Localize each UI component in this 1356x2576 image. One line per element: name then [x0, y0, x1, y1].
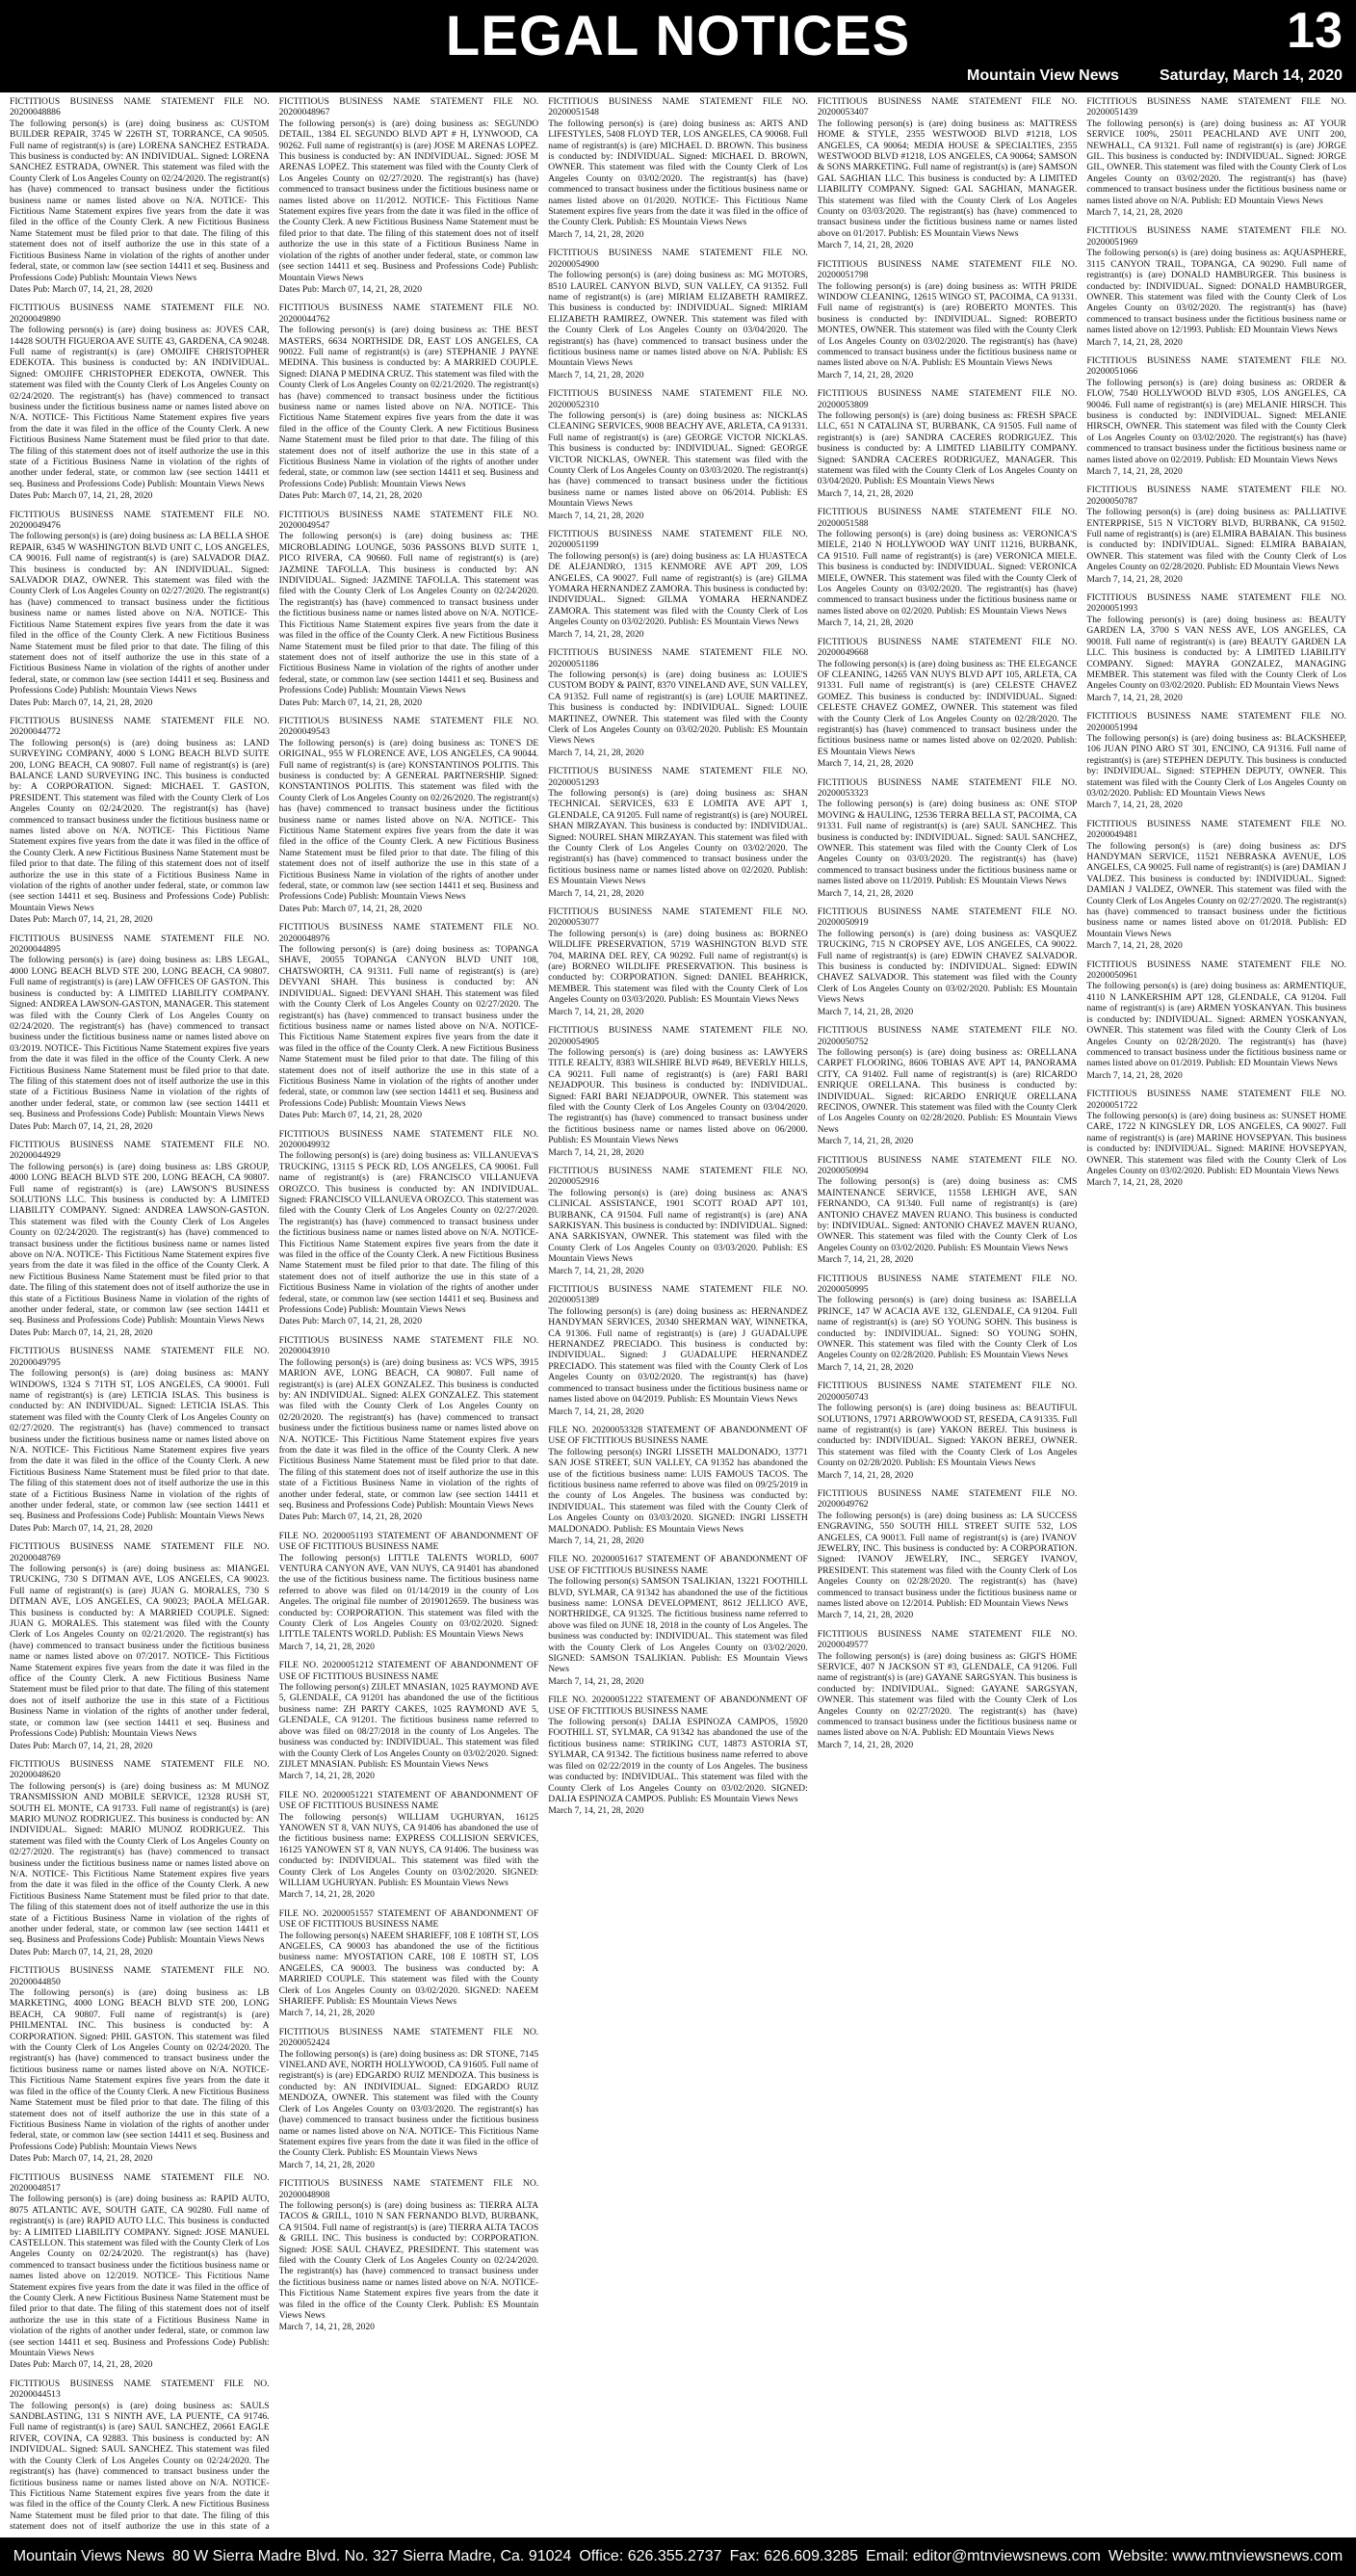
- legal-notice: [548, 907, 808, 1017]
- legal-notice: [279, 1908, 539, 2019]
- legal-notice: [279, 2027, 539, 2170]
- legal-notice: [548, 1284, 808, 1417]
- page-number: 13: [1287, 3, 1343, 59]
- footer-email[interactable]: Email: editor@mtnviewsnews.com: [866, 2548, 1101, 2564]
- notice-dates: March 7, 14, 21, 28, 2020: [1086, 692, 1183, 703]
- notice-dates: Dates Pub: March 07, 14, 21, 28, 2020: [10, 1740, 153, 1751]
- notice-heading: FICTITIOUS BUSINESS NAME STATEMENT FILE NO. 20200048620: [10, 1758, 270, 1781]
- notice-dates: March 7, 14, 21, 28, 2020: [1086, 1177, 1183, 1189]
- legal-notice: [818, 96, 1078, 251]
- legal-notice: [10, 1541, 270, 1751]
- notice-body: The following person(s) is (are) doing business as: THE ELEGANCE OF CLEANING, 14265 VAN NUYS BLVD APT 105, ARLETA, CA 91331. Full name of registrant(s) is (are) CELESTE CHAVEZ GOMEZ. This business is conducted by: INDIVIDUAL. Signed: CELESTE CHAVEZ GOMEZ, OWNER. This statement was filed with the County Clerk of Los Angeles County on 02/28/2020. The registrant(s) has (have) commenced to transact business under the fictitious business name or names listed above on 02/2020. Publish: ES Mountain Views News: [817, 658, 1078, 757]
- notice-body: The following person(s) is (are) doing business as: LAND SURVEYING COMPANY, 4000 S LONG BEACH BLVD SUITE 200, LONG BEACH, CA 90807. Full name of registrant(s) is (are) BALANCE LAND SURVEYING INC. This business is conducted by: A CORPORATION. Signed: MICHAEL T. GASTON, PRESIDENT. This statement was filed with the County Clerk of Los Angeles County on 02/24/2020. The registrant(s) has (have) commenced to transact business under the fictitious business name or names listed above on N/A. NOTICE- This Fictitious Name Statement expires five years from the date it was filed in the office of the County Clerk. A new Fictitious Business Name Statement must be filed prior to that date. The filing of this statement does not of itself authorize the use in this state of a Fictitious Business Name in violation of the rights of another under federal, state, or common law (see section 14411 et seq. Business and Professions Code) Publish: Mountain Views News: [10, 737, 270, 913]
- notice-dates: Dates Pub: March 07, 14, 21, 28, 2020: [278, 903, 423, 914]
- legal-notice: [279, 922, 539, 1120]
- footer-address: 80 W Sierra Madre Blvd. No. 327 Sierra Madre, Ca. 91024: [171, 2548, 572, 2564]
- notice-heading: FICTITIOUS BUSINESS NAME STATEMENT FILE NO. 20200049932: [278, 1128, 539, 1150]
- legal-notice: [548, 388, 808, 521]
- column-4: [818, 96, 1078, 2532]
- notice-heading: FILE NO. 20200051617 STATEMENT OF ABANDONMENT OF USE OF FICTITIOUS BUSINESS NAME: [548, 1554, 808, 1576]
- notice-body: The following person(s) is (are) doing business as: SAULS SANDBLASTING, 131 S NINTH AVE, LA PUENTE, CA 91746. Full name of registrant(s) is (are) SAUL SANCHEZ, 20661 EAGLE RIVER, COVINA, CA 92883. This business is conducted by: AN INDIVIDUAL. Signed: SAUL SANCHEZ. This statement was filed with the County Clerk of Los Angeles County on 02/24/2020. The registrant(s) has (have) commenced to transact business under the fictitious business name or names listed above on N/A. NOTICE- This Fictitious Name Statement expires five years from the date it was filed in the office of the County Clerk. A new Fictitious Business Name Statement must be filed prior to that date. The filing of this statement does not of itself authorize the use in this state of a: [10, 2400, 270, 2532]
- notice-dates: March 7, 14, 21, 28, 2020: [278, 1771, 375, 1782]
- notice-body: The following person(s) is (are) doing business as: AT YOUR SERVICE 100%, 25011 PEACHLAND AVE UNIT 200, NEWHALL, CA 91321. Full name of registrant(s) is (are) JORGE GIL. This business is conducted by: INDIVIDUAL. Signed: JORGE GIL, OWNER. This statement was filed with the County Clerk of Los Angeles County on 03/02/2020. The registrant(s) has (have) commenced to transact business under the fictitious business name or names listed above on N/A. Publish: ED Mountain Views News: [1086, 118, 1346, 206]
- notice-heading: FICTITIOUS BUSINESS NAME STATEMENT FILE NO. 20200050961: [1086, 959, 1346, 982]
- footer-website[interactable]: Website: www.mtnviewsnews.com: [1108, 2548, 1343, 2564]
- legal-notice: [548, 1025, 808, 1158]
- notice-heading: FICTITIOUS BUSINESS NAME STATEMENT FILE NO. 20200050919: [817, 907, 1078, 929]
- notice-dates: March 7, 14, 21, 28, 2020: [817, 240, 914, 251]
- notice-dates: March 7, 14, 21, 28, 2020: [1086, 466, 1183, 477]
- notice-dates: March 7, 14, 21, 28, 2020: [1086, 207, 1183, 219]
- legal-notice: [1086, 355, 1346, 477]
- notice-heading: FICTITIOUS BUSINESS NAME STATEMENT FILE NO. 20200044762: [278, 302, 539, 325]
- legal-notice: [818, 259, 1078, 381]
- notice-body: The following person(s) is (are) doing business as: ORDER & FLOW, 7540 HOLLYWOOD BLVD #305, LOS ANGELES, CA 90046. Full name of registrant(s) is (are) MELANIE HIRSCH. This business is conducted by: INDIVIDUAL. Signed: MELANIE HIRSCH, OWNER. This statement was filed with the County Clerk of Los Angeles County on 03/02/2020. The registrant(s) has (have) commenced to transact business under the fictitious business name or names listed above on 02/2019. Publish: ED Mountain Views News: [1086, 377, 1346, 465]
- notice-body: The following person(s) is (are) doing business as: LBS GROUP, 4000 LONG BEACH BLVD STE 200, LONG BEACH, CA 90807. Full name of registrant(s) is (are) LAWSON'S BUSINESS SOLUTIONS LLC. This business is conducted by: A LIMITED LIABILITY COMPANY. Signed: ANDREA LAWSON-GASTON. This statement was filed with the County Clerk of Los Angeles County on 02/24/2020. The registrant(s) has (have) commenced to transact business under the fictitious business name or names listed above on N/A. NOTICE- This Fictitious Name Statement expires five years from the date it was filed in the office of the County Clerk. A new Fictitious Business Name Statement must be filed prior to that date. The filing of this statement does not of itself authorize the use in this state of a Fictitious Business Name in violation of the rights of another under federal, state, or common law (see section 14411 et seq. Business and Professions Code) Publish: Mountain Views News: [10, 1161, 270, 1327]
- notice-dates: Dates Pub: March 07, 14, 21, 28, 2020: [10, 1327, 153, 1338]
- column-5: [1086, 96, 1346, 2532]
- legal-notice: [1086, 592, 1346, 703]
- notice-body: The following person(s) is (are) doing business as: GIGI'S HOME SERVICE, 407 N JACKSON ST #3, GLENDALE, CA 91206. Full name of registrant(s) is (are) GAYANE SARGSYAN. This business is conducted by: INDIVIDUAL. Signed: GAYANE SARGSYAN, OWNER. This statement was filed with the County Clerk of Los Angeles County on 02/27/2020. The registrant(s) has (have) commenced to transact business under the fictitious business name or names listed above on N/A. Publish: ED Mountain Views News: [817, 1650, 1078, 1739]
- legal-notice: [1086, 711, 1346, 811]
- notice-body: The following person(s) SAMSON TSALIKIAN, 13221 FOOTHILL BLVD, SYLMAR, CA 91342 has abandoned the use of the fictitious business name: LONSA DEVELOPMENT, 8612 JELLICO AVE, NORTHRIDGE, CA 91325. The fictitious business name referred to above was filed on JUNE 18, 2018 in the county of Los Angeles. The business was conducted by: INDIVIDUAL. This statement was filed with the County Clerk of Los Angeles County on 03/02/2020. SIGNED: SAMSON TSALIKIAN. Publish: ES Mountain Views News: [548, 1576, 808, 1675]
- notice-body: The following person(s) is (are) doing business as: M MUNOZ TRANSMISSION AND MOBILE SERVICE, 12328 RUSH ST, SOUTH EL MONTE, CA 91733. Full name of registrant(s) is (are) MARIO MUNOZ RODRIGUEZ. This business is conducted by: AN INDIVIDUAL. Signed: MARIO MUNOZ RODRIGUEZ. This statement was filed with the County Clerk of Los Angeles County on 02/27/2020. The registrant(s) has (have) commenced to transact business under the fictitious business name or names listed above on N/A. NOTICE- This Fictitious Name Statement expires five years from the date it was filed in the office of the County Clerk. A new Fictitious Business Name Statement must be filed prior to that date. The filing of this statement does not of itself authorize the use in this state of a Fictitious Business Name in violation of the rights of another under federal, state, or common law (see section 14411 et seq. Business and Professions Code) Publish: Mountain Views News: [10, 1780, 270, 1946]
- notice-body: The following person(s) is (are) doing business as: VILLANUEVA'S TRUCKING, 13115 S PECK RD, LOS ANGELES, CA 90061. Full name of registrant(s) is (are) FRANCISCO VILLANUEVA OROZCO. This business is conducted by: AN INDIVIDUAL. Signed: FRANCISCO VILLANUEVA OROZCO. This statement was filed with the County Clerk of Los Angeles County on 02/27/2020. The registrant(s) has (have) commenced to transact business under the fictitious business name or names listed above on N/A. NOTICE- This Fictitious Name Statement expires five years from the date it was filed in the office of the County Clerk. A new Fictitious Business Name Statement must be filed prior to that date. The filing of this statement does not of itself authorize the use in this state of a Fictitious Business Name in violation of the rights of another under federal, state, or common law (see section 14411 et seq. Business and Professions Code) Publish: Mountain Views News: [278, 1150, 539, 1316]
- notice-heading: FICTITIOUS BUSINESS NAME STATEMENT FILE NO. 20200049543: [278, 715, 539, 738]
- notice-heading: FICTITIOUS BUSINESS NAME STATEMENT FILE NO. 20200049481: [1086, 818, 1346, 841]
- notice-heading: FICTITIOUS BUSINESS NAME STATEMENT FILE NO. 20200053809: [817, 388, 1078, 410]
- notice-body: The following person(s) is (are) doing business as: ARMENTIQUE, 4110 N LANKERSHIM APT 128, GLENDALE, CA 91204. Full name of registrant(s) is (are) ARMEN YOSKANYAN. This business is conducted by: INDIVIDUAL. Signed: ARMEN YOSKANYAN, OWNER. This statement was filed with the County Clerk of Los Angeles County on 02/28/2020. The registrant(s) has (have) commenced to transact business under the fictitious business name or names listed above on 01/2019. Publish: ED Mountain Views News: [1086, 981, 1346, 1069]
- notice-dates: March 7, 14, 21, 28, 2020: [548, 228, 644, 240]
- footer-bar: [0, 2537, 1356, 2576]
- notice-dates: March 7, 14, 21, 28, 2020: [817, 1361, 914, 1373]
- notice-heading: FILE NO. 20200051193 STATEMENT OF ABANDONMENT OF USE OF FICTITIOUS BUSINESS NAME: [278, 1530, 539, 1553]
- page-title: LEGAL NOTICES: [445, 5, 911, 67]
- legal-notice: [818, 1629, 1078, 1750]
- notice-dates: March 7, 14, 21, 28, 2020: [1086, 573, 1183, 585]
- notice-body: The following person(s) is (are) doing business as: RAPID AUTO, 8075 ATLANTIC AVE, SOUTH GATE, CA 90280. Full name of registrant(s) is (are) RAPID AUTO LLC. This business is conducted by: A LIMITED LIABILITY COMPANY. Signed: JOSE MANUEL CASTELLON. This statement was filed with the County Clerk of Los Angeles County on 02/24/2020. The registrant(s) has (have) commenced to transact business under the fictitious business name or names listed above on 12/2019. NOTICE- This Fictitious Name Statement expires five years from the date it was filed in the office of the County Clerk. A new Fictitious Business Name Statement must be filed prior to that date. The filing of this statement does not of itself authorize the use in this state of a Fictitious Business Name in violation of the rights of another under federal, state, or common law (see section 14411 et seq. Business and Professions Code) Publish: Mountain Views News: [10, 2194, 270, 2359]
- notice-dates: March 7, 14, 21, 28, 2020: [817, 369, 914, 381]
- notice-body: The following person(s) is (are) doing business as: VERONICA'S MIELE, 2140 N HOLLYWOOD WAY UNIT 11216, BURBANK, CA 91510. Full name of registrant(s) is (are) VERONICA MIELE. This business is conducted by: INDIVIDUAL. Signed: VERONICA MIELE, OWNER. This statement was filed with the County Clerk of Los Angeles County on 03/02/2020. The registrant(s) has (have) commenced to transact business under the fictitious business name or names listed above on 02/2020. Publish: ES Mountain Views News: [817, 529, 1078, 617]
- notice-dates: March 7, 14, 21, 28, 2020: [548, 1146, 644, 1158]
- notice-body: The following person(s) is (are) doing business as: BLACKSHEEP, 106 JUAN PINO ARO ST 301, ENCINO, CA 91316. Full name of registrant(s) is (are) STEPHEN DEPUTY. This business is conducted by: INDIVIDUAL. Signed: STEPHEN DEPUTY, OWNER. This statement was filed with the County Clerk of Los Angeles County on 03/02/2020. Publish: ED Mountain Views News: [1086, 732, 1346, 799]
- legal-notice: [818, 1488, 1078, 1621]
- notice-heading: FICTITIOUS BUSINESS NAME STATEMENT FILE NO. 20200051199: [548, 529, 808, 551]
- legal-notice: [279, 2178, 539, 2333]
- notice-heading: FICTITIOUS BUSINESS NAME STATEMENT FILE NO. 20200048967: [278, 96, 539, 118]
- notice-heading: FICTITIOUS BUSINESS NAME STATEMENT FILE NO. 20200049762: [817, 1487, 1078, 1511]
- notice-body: The following person(s) is (are) doing business as: DR STONE, 7145 VINELAND AVE, NORTH HOLLYWOOD, CA 91605. Full name of registrant(s) is (are) EDGARDO RUIZ MENDOZA. This business is conducted by: AN INDIVIDUAL. Signed: EDGARDO RUIZ MENDOZA, OWNER. This statement was filed with the County Clerk of Los Angeles County on 03/03/2020. The registrant(s) has (have) commenced to transact business under the fictitious business name or names listed above on N/A. NOTICE- This Fictitious Name Statement expires five years from the date it was filed in the office of the County Clerk. Publish: ES Mountain Views News: [278, 2048, 539, 2159]
- notice-body: The following person(s) is (are) doing business as: TIERRA ALTA TACOS & GRILL, 1010 N SAN FERNANDO BLVD, BURBANK, CA 91504. Full name of registrant(s) is (are) TIERRA ALTA TACOS & GRILL INC. This business is conducted by: CORPORATION. Signed: JOSE SAUL CHAVEZ, PRESIDENT. This statement was filed with the County Clerk of Los Angeles County on 02/24/2020. The registrant(s) has (have) commenced to transact business under the fictitious business name or names listed above on N/A. NOTICE- This Fictitious Name Statement expires five years from the date it was filed in the office of the County Clerk. Publish: ES Mountain Views News: [278, 2199, 539, 2321]
- notice-dates: March 7, 14, 21, 28, 2020: [548, 1406, 644, 1417]
- notice-heading: FICTITIOUS BUSINESS NAME STATEMENT FILE NO. 20200049668: [817, 636, 1078, 659]
- notice-heading: FICTITIOUS BUSINESS NAME STATEMENT FILE NO. 20200052424: [278, 2026, 539, 2049]
- notice-dates: March 7, 14, 21, 28, 2020: [548, 1675, 644, 1687]
- notice-heading: FICTITIOUS BUSINESS NAME STATEMENT FILE NO. 20200051993: [1086, 592, 1346, 615]
- notice-heading: FICTITIOUS BUSINESS NAME STATEMENT FILE NO. 20200051066: [1086, 355, 1346, 378]
- notice-body: The following person(s) is (are) doing business as: MIANGEL TRUCKING, 730 S DITMAN AVE, LOS ANGELES, CA 90023. Full name of registrant(s) is (are) JUAN G. MORALES, 730 S DITMAN AVE, LOS ANGELES, CA 90023; PAOLA MELGAR. This business is conducted by: A MARRIED COUPLE. Signed: JUAN G. MORALES. This statement was filed with the County Clerk of Los Angeles County on 02/21/2020. The registrant(s) has (have) commenced to transact business under the fictitious business name or names listed above on 07/2017. NOTICE- This Fictitious Name Statement expires five years from the date it was filed in the office of the County Clerk. A new Fictitious Business Name Statement must be filed prior to that date. The filing of this statement does not of itself authorize the use in this state of a Fictitious Business Name in violation of the rights of another under federal, state, or common law (see section 14411 et seq. Business and Professions Code) Publish: Mountain Views News: [10, 1564, 270, 1740]
- notice-body: The following person(s) is (are) doing business as: HERNANDEZ HANDYMAN SERVICES, 20340 SHERMAN WAY, WINNETKA, CA 91306. Full name of registrant(s) is (are) J GUADALUPE HERNANDEZ PRECIADO. This business is conducted by: INDIVIDUAL. Signed: J GUADALUPE HERNANDEZ PRECIADO. This statement was filed with the County Clerk of Los Angeles County on 03/02/2020. The registrant(s) has (have) commenced to transact business under the fictitious business name or names listed above on 04/2019. Publish: ES Mountain Views News: [548, 1305, 808, 1406]
- notice-body: The following person(s) is (are) doing business as: NICKLAS CLEANING SERVICES, 9008 BEACHY AVE, ARLETA, CA 91331. Full name of registrant(s) is (are) GEORGE VICTOR NICKLAS. This business is conducted by: INDIVIDUAL. Signed: GEORGE VICTOR NICKLAS, OWNER. This statement was filed with the County Clerk of Los Angeles County on 03/03/2020. The registrant(s) has (have) commenced to transact business under the fictitious business name or names listed above on 06/2014. Publish: ES Mountain Views News: [548, 409, 808, 510]
- masthead: [0, 0, 1356, 92]
- legal-notice: [818, 1274, 1078, 1374]
- notice-body: The following person(s) is (are) doing business as: LBS LEGAL, 4000 LONG BEACH BLVD STE 200, LONG BEACH, CA 90807. Full name of registrant(s) is (are) LAW OFFICES OF GASTON. This business is conducted by: A LIMITED LIABILITY COMPANY. Signed: ANDREA LAWSON-GASTON, MANAGER. This statement was filed with the County Clerk of Los Angeles County on 02/24/2020. The registrant(s) has (have) commenced to transact business under the fictitious business name or names listed above on 03/2019. NOTICE- This Fictitious Name Statement expires five years from the date it was filed in the office of the County Clerk. A new Fictitious Business Name Statement must be filed prior to that date. The filing of this statement does not of itself authorize the use in this state of a Fictitious Business Name in violation of the rights of another under federal, state, or common law (see section 14411 et seq. Business and Professions Code) Publish: Mountain Views News: [10, 955, 270, 1120]
- notice-body: The following person(s) is (are) doing business as: FRESH SPACE LLC, 651 N CATALINA ST, BURBANK, CA 91505. Full name of registrant(s) is (are) SANDRA CACERES RODRIGUEZ. This business is conducted by: A LIMITED LIABILITY COMPANY. Signed: SANDRA CACERES RODRIGUEZ, MANAGER. This statement was filed with the County Clerk of Los Angeles County on 03/04/2020. Publish: ES Mountain Views News: [817, 409, 1078, 487]
- notice-body: The following person(s) is (are) doing business as: ONE STOP MOVING & HAULING, 12536 TERRA BELLA ST, PACOIMA, CA 91331. Full name of registrant(s) is (are) SAUL SANCHEZ. This business is conducted by: INDIVIDUAL. Signed: SAUL SANCHEZ, OWNER. This statement was filed with the County Clerk of Los Angeles County on 03/03/2020. The registrant(s) has (have) commenced to transact business under the fictitious business name or names listed above on 11/2019. Publish: ES Mountain Views News: [817, 799, 1078, 887]
- column-1: [10, 96, 270, 2532]
- legal-notice: [1086, 225, 1346, 347]
- notice-heading: FICTITIOUS BUSINESS NAME STATEMENT FILE NO. 20200051389: [548, 1284, 808, 1306]
- notice-body: The following person(s) is (are) doing business as: SUNSET HOME CARE, 1722 N KINGSLEY DR, LOS ANGELES, CA 90027. Full name of registrant(s) is (are) MARINE HOVSEPYAN. This business is conducted by: INDIVIDUAL. Signed: MARINE HOVSEPYAN, OWNER. This statement was filed with the County Clerk of Los Angeles County on 03/02/2020. Publish: ED Mountain Views News: [1086, 1110, 1346, 1176]
- legal-notice: [10, 510, 270, 708]
- legal-notice: [279, 510, 539, 708]
- legal-notice: [818, 637, 1078, 770]
- legal-notice: [1086, 96, 1346, 218]
- notice-heading: FICTITIOUS BUSINESS NAME STATEMENT FILE NO. 20200044513: [10, 2378, 270, 2401]
- notice-heading: FICTITIOUS BUSINESS NAME STATEMENT FILE NO. 20200044772: [10, 715, 270, 738]
- legal-notice: [10, 1759, 270, 1958]
- legal-notice: [818, 907, 1078, 1017]
- legal-notice: [818, 388, 1078, 499]
- notice-body: The following person(s) is (are) doing business as: DJ'S HANDYMAN SERVICE, 11521 NEBRASKA AVENUE, LOS ANGELES, CA 90025. Full name of registrant(s) is (are) DAMIAN J VALDEZ. This business is conducted by: INDIVIDUAL. Signed: DAMIAN J VALDEZ, OWNER. This statement was filed with the County Clerk of Los Angeles County on 02/27/2020. The registrant(s) has (have) commenced to transact business under the fictitious business name or names listed above on 01/2018. Publish: ED Mountain Views News: [1086, 840, 1346, 939]
- notice-heading: FICTITIOUS BUSINESS NAME STATEMENT FILE NO. 20200044850: [10, 1965, 270, 1987]
- notice-dates: Dates Pub: March 07, 14, 21, 28, 2020: [10, 2359, 153, 2371]
- footer-office: Office: 626.355.2737: [579, 2548, 722, 2564]
- notice-dates: March 7, 14, 21, 28, 2020: [1086, 800, 1183, 811]
- notice-dates: Dates Pub: March 07, 14, 21, 28, 2020: [10, 1120, 153, 1132]
- notice-body: The following person(s) ZIJLET MNASIAN, 1025 RAYMOND AVE 5, GLENDALE, CA 91201 has abandoned the use of the fictitious business name: ZH PARTY CAKES, 1025 RAYMOND AVE 5, GLENDALE, CA 91201. The fictitious business name referred to above was filed on 08/27/2018 in the county of Los Angeles. The business was conducted by: INDIVIDUAL. This statement was filed with the County Clerk of Los Angeles County on 03/02/2020. Signed: ZIJLET MNASIAN. Publish: ES Mountain Views News: [278, 1682, 539, 1770]
- notice-body: The following person(s) is (are) doing business as: BORNEO WILDLIFE PRESERVATION, 5719 WASHINGTON BLVD STE 704, MARINA DEL REY, CA 90292. Full name of registrant(s) is (are) BORNEO WILDLIFE PRESERVATION. This business is conducted by: CORPORATION. Signed: DANIEL BEAHRICK, MEMBER. This statement was filed with the County Clerk of Los Angeles County on 03/03/2020. Publish: ES Mountain Views News: [548, 928, 808, 1006]
- notice-dates: March 7, 14, 21, 28, 2020: [817, 1739, 914, 1750]
- notice-dates: March 7, 14, 21, 28, 2020: [548, 1535, 644, 1546]
- legal-notice: [10, 96, 270, 295]
- notice-heading: FICTITIOUS BUSINESS NAME STATEMENT FILE NO. 20200053323: [817, 776, 1078, 799]
- notice-body: The following person(s) INGRI LISSETH MALDONADO, 13771 SAN JOSE STREET, SUN VALLEY, CA 91352 has abandoned the use of the fictitious business name: LUIS FAMOUS TACOS. The fictitious business name referred to above was filed on 09/25/2019 in the county of Los Angeles. The business was conducted by: INDIVIDUAL. This statement was filed with the County Clerk of Los Angeles County on 03/03/2020. SIGNED: INGRI LISSETH MALDONADO. Publish: ES Mountain Views News: [548, 1446, 808, 1535]
- paper-name: Mountain View News: [967, 67, 1119, 84]
- notice-body: The following person(s) is (are) doing business as: PALLIATIVE ENTERPRISE, 515 N VICTORY BLVD, BURBANK, CA 91502. Full name of registrant(s) is (are) ELMIRA BABAIAN. This business is conducted by: INDIVIDUAL. Signed: ELMIRA BABAIAN, OWNER. This statement was filed with the County Clerk of Los Angeles County on 02/28/2020. Publish: ED Mountain Views News: [1086, 507, 1346, 573]
- notice-body: The following person(s) is (are) doing business as: ISABELLA PRINCE, 147 W ACACIA AVE 132, GLENDALE, CA 91204. Full name of registrant(s) is (are) SO YOUNG SOHN. This business is conducted by: INDIVIDUAL. Signed: SO YOUNG SOHN, OWNER. This statement was filed with the County Clerk of Los Angeles County on 02/28/2020. Publish: ES Mountain Views News: [817, 1295, 1078, 1361]
- legal-notice: [548, 1695, 808, 1816]
- notice-body: The following person(s) is (are) doing business as: MG MOTORS, 8510 LAUREL CANYON BLVD, SUN VALLEY, CA 91352. Full name of registrant(s) is (are) MIRIAM ELIZABETH RAMIREZ. This business is conducted by: INDIVIDUAL. Signed: MIRIAM ELIZABETH RAMIREZ, OWNER. This statement was filed with the County Clerk of Los Angeles County on 03/04/2020. The registrant(s) has (have) commenced to transact business under the fictitious business name or names listed above on N/A. Publish: ES Mountain Views News: [548, 270, 808, 369]
- notice-heading: FICTITIOUS BUSINESS NAME STATEMENT FILE NO. 20200051994: [1086, 711, 1346, 733]
- notice-heading: FICTITIOUS BUSINESS NAME STATEMENT FILE NO. 20200051293: [548, 766, 808, 788]
- footer-fax: Fax: 626.609.3285: [729, 2548, 859, 2564]
- legal-notice: [10, 716, 270, 926]
- notice-heading: FICTITIOUS BUSINESS NAME STATEMENT FILE NO. 20200049577: [817, 1628, 1078, 1651]
- notice-heading: FICTITIOUS BUSINESS NAME STATEMENT FILE NO. 20200048976: [278, 922, 539, 944]
- legal-notice: [10, 302, 270, 501]
- legal-notice: [10, 1140, 270, 1338]
- issue-date: Saturday, March 14, 2020: [1159, 67, 1343, 84]
- column-2: [279, 96, 539, 2532]
- legal-notice: [279, 1335, 539, 1523]
- legal-notice: [1086, 1089, 1346, 1189]
- notice-dates: March 7, 14, 21, 28, 2020: [817, 1136, 914, 1147]
- notice-body: The following person(s) is (are) doing business as: TONE'S DE ORIGINAL, 955 W FLORENCE AVE, LOS ANGELES, CA 90044. Full name of registrant(s) is (are) KONSTANTINOS POLITIS. This business is conducted by: A GENERAL PARTNERSHIP. Signed: KONSTANTINOS POLITIS. This statement was filed with the County Clerk of Los Angeles County on 02/26/2020. The registrant(s) has (have) commenced to transact business under the fictitious business name or names listed above on N/A. NOTICE- This Fictitious Name Statement expires five years from the date it was filed in the office of the County Clerk. A new Fictitious Business Name Statement must be filed prior to that date. The filing of this statement does not of itself authorize the use in this state of a Fictitious Business Name in violation of the rights of another under federal, state, or common law (see section 14411 et seq. Business and Professions Code) Publish: Mountain Views News: [278, 737, 539, 903]
- notice-dates: March 7, 14, 21, 28, 2020: [278, 1641, 375, 1652]
- notice-dates: March 7, 14, 21, 28, 2020: [278, 2159, 375, 2170]
- legal-notice: [279, 1129, 539, 1327]
- notice-heading: FICTITIOUS BUSINESS NAME STATEMENT FILE NO. 20200048517: [10, 2171, 270, 2194]
- notice-heading: FICTITIOUS BUSINESS NAME STATEMENT FILE NO. 20200043910: [278, 1334, 539, 1357]
- notice-dates: Dates Pub: March 07, 14, 21, 28, 2020: [10, 1946, 153, 1958]
- legal-notice: [1086, 485, 1346, 585]
- notice-heading: FICTITIOUS BUSINESS NAME STATEMENT FILE NO. 20200049890: [10, 302, 270, 325]
- notice-dates: March 7, 14, 21, 28, 2020: [1086, 1069, 1183, 1081]
- notice-body: The following person(s) is (are) doing business as: SHAN TECHNICAL SERVICES, 633 E LOMITA AVE APT 1, GLENDALE, CA 91205. Full name of registrant(s) is (are) NOUREL SHAN MIRZAYAN. This business is conducted by: INDIVIDUAL. Signed: NOUREL SHAN MIRZAYAN. This statement was filed with the County Clerk of Los Angeles County on 03/02/2020. The registrant(s) has (have) commenced to transact business under the fictitious business name or names listed above on 02/2020. Publish: ES Mountain Views News: [548, 787, 808, 887]
- legal-notice: [548, 1554, 808, 1687]
- notice-dates: March 7, 14, 21, 28, 2020: [1086, 940, 1183, 952]
- notice-dates: March 7, 14, 21, 28, 2020: [278, 1889, 375, 1901]
- notice-dates: March 7, 14, 21, 28, 2020: [817, 758, 914, 770]
- notice-dates: Dates Pub: March 07, 14, 21, 28, 2020: [278, 1110, 423, 1121]
- notice-dates: Dates Pub: March 07, 14, 21, 28, 2020: [278, 283, 423, 295]
- notice-heading: FICTITIOUS BUSINESS NAME STATEMENT FILE NO. 20200053407: [817, 96, 1078, 118]
- legal-notice: [548, 96, 808, 240]
- notice-dates: Dates Pub: March 07, 14, 21, 28, 2020: [278, 697, 423, 708]
- legal-notice: [1086, 819, 1346, 952]
- notice-dates: March 7, 14, 21, 28, 2020: [817, 887, 914, 899]
- notice-dates: Dates Pub: March 07, 14, 21, 28, 2020: [10, 1522, 153, 1534]
- column-3: [548, 96, 808, 2532]
- notice-dates: March 7, 14, 21, 28, 2020: [548, 1006, 644, 1017]
- notice-heading: FICTITIOUS BUSINESS NAME STATEMENT FILE NO. 20200049476: [10, 509, 270, 532]
- notice-heading: FICTITIOUS BUSINESS NAME STATEMENT FILE NO. 20200050752: [817, 1025, 1078, 1047]
- notice-heading: FICTITIOUS BUSINESS NAME STATEMENT FILE NO. 20200051588: [817, 507, 1078, 529]
- legal-notice: [548, 1166, 808, 1276]
- notice-dates: March 7, 14, 21, 28, 2020: [817, 1254, 914, 1266]
- legal-notice: [10, 2379, 270, 2532]
- legal-notice: [818, 1025, 1078, 1146]
- notice-body: The following person(s) NAEEM SHARIEFF, 108 E 108TH ST, LOS ANGELES, CA 90003 has abandoned the use of the fictitious business name: MYOSTATION CARE, 108 E 108TH ST, LOS ANGELES, CA 90003. The business was conducted by: A MARRIED COUPLE. This statement was filed with the County Clerk of Los Angeles County on 03/02/2020. SIGNED: NAEEM SHARIEFF. Publish: ES Mountain Views News: [278, 1930, 539, 2008]
- notice-dates: March 7, 14, 21, 28, 2020: [817, 487, 914, 499]
- notice-heading: FILE NO. 20200051212 STATEMENT OF ABANDONMENT OF USE OF FICTITIOUS BUSINESS NAME: [278, 1660, 539, 1682]
- notice-body: The following person(s) is (are) doing business as: BEAUTIFUL SOLUTIONS, 17971 ARROWWOOD ST, RESEDA, CA 91335. Full name of registrant(s) is (are) YAKON BEREJ. This business is conducted by: INDIVIDUAL. Signed: YAKON BEREJ, OWNER. This statement was filed with the County Clerk of Los Angeles County on 02/28/2020. Publish: ES Mountain Views News: [817, 1403, 1078, 1469]
- legal-notice: [818, 1380, 1078, 1481]
- legal-notice: [10, 933, 270, 1132]
- notice-heading: FICTITIOUS BUSINESS NAME STATEMENT FILE NO. 20200048769: [10, 1541, 270, 1564]
- notice-body: The following person(s) DALIA ESPINOZA CAMPOS, 15920 FOOTHILL ST, SYLMAR, CA 91342 has abandoned the use of the fictitious business name: STRIKING CUT, 14873 ASTORIA ST, SYLMAR, CA 91342. The fictitious business name referred to above was filed on 02/22/2019 in the county of Los Angeles. The business was conducted by: INDIVIDUAL. This statement was filed with the County Clerk of Los Angeles County on 03/02/2020. SIGNED: DALIA ESPINOZA CAMPOS. Publish: ES Mountain Views News: [548, 1717, 808, 1804]
- legal-notice: [818, 777, 1078, 899]
- notice-dates: Dates Pub: March 07, 14, 21, 28, 2020: [278, 1511, 423, 1523]
- notice-body: The following person(s) is (are) doing business as: JOVES CAR, 14428 SOUTH FIGUEROA AVE SUITE 43, GARDENA, CA 90248. Full name of registrant(s) is (are) OMOJIFE CHRISTOPHER EDEKOTA. This business is conducted by: AN INDIVIDUAL. Signed: OMOJIFE CHRISTOPHER EDEKOTA, OWNER. This statement was filed with the County Clerk of Los Angeles County on 02/24/2020. The registrant(s) has (have) commenced to transact business under the fictitious business name or names listed above on N/A. NOTICE- This Fictitious Name Statement expires five years from the date it was filed in the office of the County Clerk. A new Fictitious Business Name Statement must be filed prior to that date. The filing of this statement does not of itself authorize the use in this state of a Fictitious Business Name in violation of the rights of another under federal, state, or common law (see section 14411 et seq. Business and Professions Code) Publish: Mountain Views News: [10, 325, 270, 489]
- notice-dates: March 7, 14, 21, 28, 2020: [548, 628, 644, 640]
- notice-dates: Dates Pub: March 07, 14, 21, 28, 2020: [10, 914, 153, 926]
- notice-heading: FILE NO. 20200053328 STATEMENT OF ABANDONMENT OF USE OF FICTITIOUS BUSINESS NAME: [548, 1424, 808, 1447]
- notice-dates: Dates Pub: March 07, 14, 21, 28, 2020: [10, 2153, 153, 2165]
- notice-heading: FILE NO. 20200051557 STATEMENT OF ABANDONMENT OF USE OF FICTITIOUS BUSINESS NAME: [278, 1907, 539, 1931]
- notice-dates: March 7, 14, 21, 28, 2020: [548, 510, 644, 521]
- notice-body: The following person(s) is (are) doing business as: ARTS AND LIFESTYLES, 5408 FLOYD TER, LOS ANGELES, CA 90068. Full name of registrant(s) is (are) MICHAEL D. BROWN. This business is conducted by: INDIVIDUAL. Signed: MICHAEL D. BROWN, OWNER. This statement was filed with the County Clerk of Los Angeles County on 03/02/2020. The registrant(s) has (have) commenced to transact business under the fictitious business name or names listed above on 01/2020. NOTICE- This Fictitious Name Statement expires five years from the date it was filed in the office of the County Clerk. Publish: ES Mountain Views News: [548, 118, 808, 228]
- notice-heading: FICTITIOUS BUSINESS NAME STATEMENT FILE NO. 20200051186: [548, 647, 808, 670]
- notice-dates: Dates Pub: March 07, 14, 21, 28, 2020: [10, 283, 153, 295]
- notice-dates: Dates Pub: March 07, 14, 21, 28, 2020: [10, 697, 153, 708]
- notice-body: The following person(s) is (are) doing business as: LA BELLA SHOE REPAIR, 6345 W WASHINGTON BLVD UNIT C, LOS ANGELES, CA 90016. Full name of registrant(s) is (are) SALVADOR DIAZ. This business is conducted by: AN INDIVIDUAL. Signed: SALVADOR DIAZ, OWNER. This statement was filed with the County Clerk of Los Angeles County on 02/27/2020. The registrant(s) has (have) commenced to transact business under the fictitious business name or names listed above on N/A. NOTICE- This Fictitious Name Statement expires five years from the date it was filed in the office of the County Clerk. A new Fictitious Business Name Statement must be filed prior to that date. The filing of this statement does not of itself authorize the use in this state of a Fictitious Business Name in violation of the rights of another under federal, state, or common law (see section 14411 et seq. Business and Professions Code) Publish: Mountain Views News: [10, 531, 270, 697]
- notice-body: The following person(s) LITTLE TALENTS WORLD, 6007 VENTURA CANYON AVE, VAN NUYS, CA 91401 has abandoned the use of the fictitious business name. The fictitious business name referred to above was filed on 01/14/2019 in the county of Los Angeles. The original file number of 2019012659. The business was conducted by: CORPORATION. This statement was filed with the County Clerk of Los Angeles County on 03/02/2020. Signed: LITTLE TALENTS WORLD. Publish: ES Mountain Views News: [278, 1552, 539, 1641]
- notice-heading: FILE NO. 20200051221 STATEMENT OF ABANDONMENT OF USE OF FICTITIOUS BUSINESS NAME: [278, 1789, 539, 1812]
- notice-body: The following person(s) WILLIAM UGHURYAN, 16125 YANOWEN ST 8, VAN NUYS, CA 91406 has abandoned the use of the fictitious business name: EXPRESS COLLISION SERVICES, 16125 YANOWEN ST 8, VAN NUYS, CA 91406. The business was conducted by: INDIVIDUAL. This statement was filed with the County Clerk of Los Angeles County on 03/02/2020. SIGNED: WILLIAM UGHURYAN. Publish: ES Mountain Views News: [278, 1811, 539, 1888]
- notice-heading: FICTITIOUS BUSINESS NAME STATEMENT FILE NO. 20200051439: [1086, 96, 1346, 118]
- notice-heading: FICTITIOUS BUSINESS NAME STATEMENT FILE NO. 20200051722: [1086, 1089, 1346, 1111]
- notice-heading: FICTITIOUS BUSINESS NAME STATEMENT FILE NO. 20200052916: [548, 1165, 808, 1188]
- notice-body: The following person(s) is (are) doing business as: LA HUASTECA DE ALEJANDRO, 1315 KENMORE AVE APT 209, LOS ANGELES, CA 90027. Full name of registrant(s) is (are) GILMA YOMARA HERNANDEZ ZAMORA. This business is conducted by: INDIVIDUAL. Signed: GILMA YOMARA HERNANDEZ ZAMORA. This statement was filed with the County Clerk of Los Angeles County on 03/02/2020. Publish: ES Mountain Views News: [548, 550, 808, 628]
- notice-body: The following person(s) is (are) doing business as: TOPANGA SHAVE, 20055 TOPANGA CANYON BLVD UNIT 108, CHATSWORTH, CA 91311. Full name of registrant(s) is (are) DEVYANI SHAH. This business is conducted by: AN INDIVIDUAL. Signed: DEVYANI SHAH. This statement was filed with the County Clerk of Los Angeles County on 02/27/2020. The registrant(s) has (have) commenced to transact business under the fictitious business name or names listed above on N/A. NOTICE- This Fictitious Name Statement expires five years from the date it was filed in the office of the County Clerk. A new Fictitious Business Name Statement must be filed prior to that date. The filing of this statement does not of itself authorize the use in this state of a Fictitious Business Name in violation of the rights of another under federal, state, or common law (see section 14411 et seq. Business and Professions Code) Publish: Mountain Views News: [278, 944, 539, 1109]
- notice-heading: FICTITIOUS BUSINESS NAME STATEMENT FILE NO. 20200044929: [10, 1139, 270, 1162]
- notice-heading: FICTITIOUS BUSINESS NAME STATEMENT FILE NO. 20200050743: [817, 1380, 1078, 1403]
- notice-body: The following person(s) is (are) doing business as: THE MICROBLADING LOUNGE, 5036 PASSONS BLVD SUITE 1, PICO RIVERA, CA 90660. Full name of registrant(s) is (are) JAZMINE TAFOLLA. This business is conducted by: AN INDIVIDUAL. Signed: JAZMINE TAFOLLA. This statement was filed with the County Clerk of Los Angeles County on 02/24/2020. The registrant(s) has (have) commenced to transact business under the fictitious business name or names listed above on N/A. NOTICE- This Fictitious Name Statement expires five years from the date it was filed in the office of the County Clerk. A new Fictitious Business Name Statement must be filed prior to that date. The filing of this statement does not of itself authorize the use in this state of a Fictitious Business Name in violation of the rights of another under federal, state, or common law (see section 14411 et seq. Business and Professions Code) Publish: Mountain Views News: [278, 531, 539, 697]
- legal-notice: [279, 1531, 539, 1652]
- notice-body: The following person(s) is (are) doing business as: ORELLANA CARPET FLOORING, 8606 TOBIAS AVE APT 14, PANORAMA CITY, CA 91402. Full name of registrant(s) is (are) RICARDO ENRIQUE ORELLANA. This business is conducted by: INDIVIDUAL. Signed: RICARDO ENRIQUE ORELLANA RECINOS, OWNER. This statement was filed with the County Clerk of Los Angeles County on 02/28/2020. Publish: ES Mountain Views News: [817, 1046, 1078, 1135]
- notice-body: The following person(s) is (are) doing business as: MANY WINDOWS, 1324 S 71TH ST, LOS ANGELES, CA 90001. Full name of registrant(s) is (are) LETICIA ISLAS. This business is conducted by: AN INDIVIDUAL. Signed: LETICIA ISLAS. This statement was filed with the County Clerk of Los Angeles County on 02/27/2020. The registrant(s) has (have) commenced to transact business under the fictitious business name or names listed above on N/A. NOTICE- This Fictitious Name Statement expires five years from the date it was filed in the office of the County Clerk. A new Fictitious Business Name Statement must be filed prior to that date. The filing of this statement does not of itself authorize the use in this state of a Fictitious Business Name in violation of the rights of another under federal, state, or common law (see section 14411 et seq. Business and Professions Code) Publish: Mountain Views News: [10, 1368, 270, 1522]
- notice-heading: FICTITIOUS BUSINESS NAME STATEMENT FILE NO. 20200054905: [548, 1025, 808, 1047]
- legal-notice: [279, 1660, 539, 1781]
- notice-heading: FICTITIOUS BUSINESS NAME STATEMENT FILE NO. 20200048886: [10, 96, 270, 118]
- notice-body: The following person(s) is (are) doing business as: THE BEST MASTERS, 6634 NORTHSIDE DR, EAST LOS ANGELES, CA 90022. Full name of registrant(s) is (are) STEPHANIE J PAYNE MEDINA. This business is conducted by: A MARRIED COUPLE. Signed: DIANA P MEDINA CRUZ. This statement was filed with the County Clerk of Los Angeles County on 02/21/2020. The registrant(s) has (have) commenced to transact business under the fictitious business name or names listed above on N/A. NOTICE- This Fictitious Name Statement expires five years from the date it was filed in the office of the County Clerk. A new Fictitious Business Name Statement must be filed prior to that date. The filing of this statement does not of itself authorize the use in this state of a Fictitious Business Name in violation of the rights of another under federal, state, or common law (see section 14411 et seq. Business and Professions Code) Publish: Mountain Views News: [278, 325, 539, 489]
- notice-body: The following person(s) is (are) doing business as: BEAUTY GARDEN LA, 3700 S VAN NESS AVE, LOS ANGELES, CA 90018. Full name of registrant(s) is (are) BEAUTY GARDEN LA LLC. This business is conducted by: A LIMITED LIABILITY COMPANY. Signed: MAYRA GONZALEZ, MANAGING MEMBER. This statement was filed with the County Clerk of Los Angeles County on 03/02/2020. Publish: ED Mountain Views News: [1086, 614, 1346, 692]
- legal-notice: [818, 1155, 1078, 1266]
- notice-dates: March 7, 14, 21, 28, 2020: [548, 887, 644, 899]
- legal-notice: [548, 1425, 808, 1546]
- notice-dates: March 7, 14, 21, 28, 2020: [278, 2322, 375, 2333]
- notice-dates: March 7, 14, 21, 28, 2020: [817, 1006, 914, 1017]
- legal-notice: [1086, 959, 1346, 1081]
- notice-heading: FICTITIOUS BUSINESS NAME STATEMENT FILE NO. 20200044895: [10, 933, 270, 956]
- notice-heading: FICTITIOUS BUSINESS NAME STATEMENT FILE NO. 20200052310: [548, 388, 808, 410]
- notice-body: The following person(s) is (are) doing business as: AQUASPHERE, 3115 CANYON TRAIL, TOPANGA, CA 90290. Full name of registrant(s) is (are) DONALD HAMBURGER. This business is conducted by: INDIVIDUAL. Signed: DONALD HAMBURGER, OWNER. This statement was filed with the County Clerk of Los Angeles County on 03/02/2020. The registrant(s) has (have) commenced to transact business under the fictitious business name or names listed above on 12/1993. Publish: ED Mountain Views News: [1086, 248, 1346, 336]
- notice-body: The following person(s) is (are) doing business as: CUSTOM BUILDER REPAIR, 3745 W 226TH ST, TORRANCE, CA 90505. Full name of registrant(s) is (are) LORENA SANCHEZ ESTRADA. This business is conducted by: AN INDIVIDUAL. Signed: LORENA SANCHEZ ESTRADA, OWNER. This statement was filed with the County Clerk of Los Angeles County on 02/24/2020. The registrant(s) has (have) commenced to transact business under the fictitious business name or names listed above on N/A. NOTICE- This Fictitious Name Statement expires five years from the date it was filed in the office of the County Clerk. A new Fictitious Business Name Statement must be filed prior to that date. The filing of this statement does not of itself authorize the use in this state of a Fictitious Business Name in violation of the rights of another under federal, state, or common law (see section 14411 et seq. Business and Professions Code) Publish: Mountain Views News: [10, 118, 270, 283]
- notice-heading: FICTITIOUS BUSINESS NAME STATEMENT FILE NO. 20200051798: [817, 258, 1078, 281]
- notice-heading: FICTITIOUS BUSINESS NAME STATEMENT FILE NO. 20200048908: [278, 2178, 539, 2200]
- legal-notice: [10, 1346, 270, 1534]
- notice-body: The following person(s) is (are) doing business as: LA SUCCESS ENGRAVING, 550 SOUTH HILL STREET SUITE 532, LOS ANGELES, CA 90013. Full name of registrant(s) is (are) IVANOV JEWELRY, INC. This business is conducted by: A CORPORATION. Signed: IVANOV JEWELRY, INC., SERGEY IVANOV, PRESIDENT. This statement was filed with the County Clerk of Los Angeles County on 02/28/2020. The registrant(s) has (have) commenced to transact business under the fictitious business name or names listed above on 12/2014. Publish: ED Mountain Views News: [817, 1510, 1078, 1609]
- notice-dates: March 7, 14, 21, 28, 2020: [278, 2008, 375, 2019]
- notice-columns: [10, 96, 1346, 2532]
- notice-body: The following person(s) is (are) doing business as: CMS MAINTENANCE SERVICE, 11558 LEHIGH AVE, SAN FERNANDO, CA 91340. Full name of registrant(s) is (are) ANTONIO CHAVEZ MAVEN RUANO. This business is conducted by: INDIVIDUAL. Signed: ANTONIO CHAVEZ MAVEN RUANO, OWNER. This statement was filed with the County Clerk of Los Angeles County on 03/02/2020. Publish: ES Mountain Views News: [817, 1176, 1078, 1253]
- notice-heading: FICTITIOUS BUSINESS NAME STATEMENT FILE NO. 20200051969: [1086, 225, 1346, 248]
- notice-body: The following person(s) is (are) doing business as: SEGUNDO DETAIL, 1384 EL SEGUNDO BLVD APT # H, LYNWOOD, CA 90262. Full name of registrant(s) is (are) JOSE M ARENAS LOPEZ. This business is conducted by: AN INDIVIDUAL. Signed: JOSE M ARENAS LOPEZ. This statement was filed with the County Clerk of Los Angeles County on 02/27/2020. The registrant(s) has (have) commenced to transact business under the fictitious business name or names listed above on 11/2012. NOTICE- This Fictitious Name Statement expires five years from the date it was filed in the office of the County Clerk. A new Fictitious Business Name Statement must be filed prior to that date. The filing of this statement does not of itself authorize the use in this state of a Fictitious Business Name in violation of the rights of another under federal, state, or common law (see section 14411 et seq. Business and Professions Code) Publish: Mountain Views News: [278, 118, 539, 283]
- notice-heading: FICTITIOUS BUSINESS NAME STATEMENT FILE NO. 20200051548: [548, 96, 808, 118]
- notice-body: The following person(s) is (are) doing business as: ANA'S CLINICAL ASSISTANCE, 1901 SCOTT ROAD APT 101, BURBANK, CA 91504. Full name of registrant(s) is (are) ANA SARKISYAN. This business is conducted by: INDIVIDUAL. Signed: ANA SARKISYAN, OWNER. This statement was filed with the County Clerk of Los Angeles County on 03/03/2020. Publish: ES Mountain Views News: [548, 1187, 808, 1265]
- notice-heading: FICTITIOUS BUSINESS NAME STATEMENT FILE NO. 20200053077: [548, 907, 808, 929]
- notice-heading: FILE NO. 20200051222 STATEMENT OF ABANDONMENT OF USE OF FICTITIOUS BUSINESS NAME: [548, 1695, 808, 1717]
- legal-notice: [548, 766, 808, 899]
- notice-dates: Dates Pub: March 07, 14, 21, 28, 2020: [10, 490, 153, 502]
- notice-dates: March 7, 14, 21, 28, 2020: [548, 747, 644, 758]
- notice-dates: March 7, 14, 21, 28, 2020: [548, 1805, 644, 1817]
- notice-dates: Dates Pub: March 07, 14, 21, 28, 2020: [278, 490, 423, 502]
- notice-dates: March 7, 14, 21, 28, 2020: [817, 1469, 914, 1481]
- notice-dates: March 7, 14, 21, 28, 2020: [548, 1265, 644, 1276]
- notice-heading: FICTITIOUS BUSINESS NAME STATEMENT FILE NO. 20200050787: [1086, 485, 1346, 507]
- notice-dates: March 7, 14, 21, 28, 2020: [817, 618, 914, 629]
- notice-body: The following person(s) is (are) doing business as: MATTRESS HOME & STYLE, 2355 WESTWOOD BLVD #1218, LOS ANGELES, CA 90064; MEDIA HOUSE & SPECIALTIES, 2355 WESTWOOD BLVD #1218, LOS ANGELES, CA 90064; SAMSON & SONS MARKETING. Full name of registrant(s) is (are) SAMSON GAL SAGHIAN LLC. This business is conducted by: A LIMITED LIABILITY COMPANY. Signed: GAL SAGHIAN, MANAGER. This statement was filed with the County Clerk of Los Angeles County on 03/03/2020. The registrant(s) has (have) commenced to transact business under the fictitious business name or names listed above on 01/2017. Publish: ES Mountain Views News: [817, 118, 1078, 239]
- legal-notice: [548, 647, 808, 758]
- notice-heading: FICTITIOUS BUSINESS NAME STATEMENT FILE NO. 20200049547: [278, 509, 539, 532]
- notice-body: The following person(s) is (are) doing business as: WITH PRIDE WINDOW CLEANING, 12615 WINGO ST, PACOIMA, CA 91331. Full name of registrant(s) is (are) ROBERTO MONTES. This business is conducted by: INDIVIDUAL. Signed: ROBERTO MONTES, OWNER. This statement was filed with the County Clerk of Los Angeles County on 03/02/2020. The registrant(s) has (have) commenced to transact business under the fictitious business name or names listed above on N/A. Publish: ES Mountain Views News: [817, 280, 1078, 369]
- footer-paper: Mountain Views News: [13, 2548, 165, 2564]
- notice-body: The following person(s) is (are) doing business as: LB MARKETING, 4000 LONG BEACH BLVD STE 200, LONG BEACH, CA 90807. Full name of registrant(s) is (are) PHILMENTAL INC. This business is conducted by: A CORPORATION. Signed: PHIL GASTON. This statement was filed with the County Clerk of Los Angeles County on 02/24/2020. The registrant(s) has (have) commenced to transact business under the fictitious business name or names listed above on N/A. NOTICE- This Fictitious Name Statement expires five years from the date it was filed in the office of the County Clerk. A new Fictitious Business Name Statement must be filed prior to that date. The filing of this statement does not of itself authorize the use in this state of a Fictitious Business Name in violation of the rights of another under federal, state, or common law (see section 14411 et seq. Business and Professions Code) Publish: Mountain Views News: [10, 1987, 270, 2152]
- legal-notice: [10, 2172, 270, 2371]
- notice-body: The following person(s) is (are) doing business as: VCS WPS, 3915 MARION AVE, LONG BEACH, CA 90807. Full name of registrant(s) is (are) ALEX GONZALEZ. This business is conducted by: AN INDIVIDUAL. Signed: ALEX GONZALEZ. This statement was filed with the County Clerk of Los Angeles County on 02/20/2020. The registrant(s) has (have) commenced to transact business under the fictitious business name or names listed above on N/A. NOTICE- This Fictitious Name Statement expires five years from the date it was filed in the office of the County Clerk. A new Fictitious Business Name Statement must be filed prior to that date. The filing of this statement does not of itself authorize the use in this state of a Fictitious Business Name in violation of the rights of another under federal, state, or common law (see section 14411 et seq. Business and Professions Code) Publish: Mountain Views News: [278, 1356, 539, 1511]
- notice-heading: FICTITIOUS BUSINESS NAME STATEMENT FILE NO. 20200050995: [817, 1273, 1078, 1296]
- notice-body: The following person(s) is (are) doing business as: LOUIE'S CUSTOM BODY & PAINT, 8370 VINELAND AVE, SUN VALLEY, CA 91352. Full name of registrant(s) is (are) LOUIE MARTINEZ. This business is conducted by: INDIVIDUAL. Signed: LOUIE MARTINEZ, OWNER. This statement was filed with the County Clerk of Los Angeles County on 03/02/2020. Publish: ES Mountain Views News: [548, 669, 808, 747]
- notice-heading: FICTITIOUS BUSINESS NAME STATEMENT FILE NO. 20200049795: [10, 1346, 270, 1368]
- legal-notice: [818, 507, 1078, 628]
- notice-dates: March 7, 14, 21, 28, 2020: [817, 1610, 914, 1621]
- legal-notice: [279, 716, 539, 914]
- legal-notice: [279, 302, 539, 501]
- notice-heading: FICTITIOUS BUSINESS NAME STATEMENT FILE NO. 20200050994: [817, 1154, 1078, 1176]
- legal-notice: [10, 1965, 270, 2164]
- notice-body: The following person(s) is (are) doing business as: LAWYERS TITLE REALTY, 8383 WILSHIRE BLVD #649, BEVERLY HILLS, CA 90211. Full name of registrant(s) is (are) FARI BARI NEJADPOUR. This business is conducted by: INDIVIDUAL. Signed: FARI BARI NEJADPOUR, OWNER. This statement was filed with the County Clerk of Los Angeles County on 03/04/2020. The registrant(s) has (have) commenced to transact business under the fictitious business name or names listed above on 06/2000. Publish: ES Mountain Views News: [548, 1046, 808, 1146]
- notice-dates: Dates Pub: March 07, 14, 21, 28, 2020: [278, 1316, 423, 1327]
- notice-heading: FICTITIOUS BUSINESS NAME STATEMENT FILE NO. 20200054900: [548, 248, 808, 270]
- legal-notice: [279, 1790, 539, 1901]
- notice-body: The following person(s) is (are) doing business as: VASQUEZ TRUCKING, 715 N CROPSEY AVE, LOS ANGELES, CA 90022. Full name of registrant(s) is (are) EDWIN CHAVEZ SALVADOR. This business is conducted by: INDIVIDUAL. Signed: EDWIN CHAVEZ SALVADOR. This statement was filed with the County Clerk of Los Angeles County on 03/02/2020. Publish: ES Mountain Views News: [817, 928, 1078, 1006]
- legal-notice: [279, 96, 539, 295]
- legal-notice: [548, 529, 808, 640]
- notice-dates: March 7, 14, 21, 28, 2020: [1086, 336, 1183, 348]
- legal-notice: [548, 248, 808, 381]
- notice-dates: March 7, 14, 21, 28, 2020: [548, 369, 644, 381]
